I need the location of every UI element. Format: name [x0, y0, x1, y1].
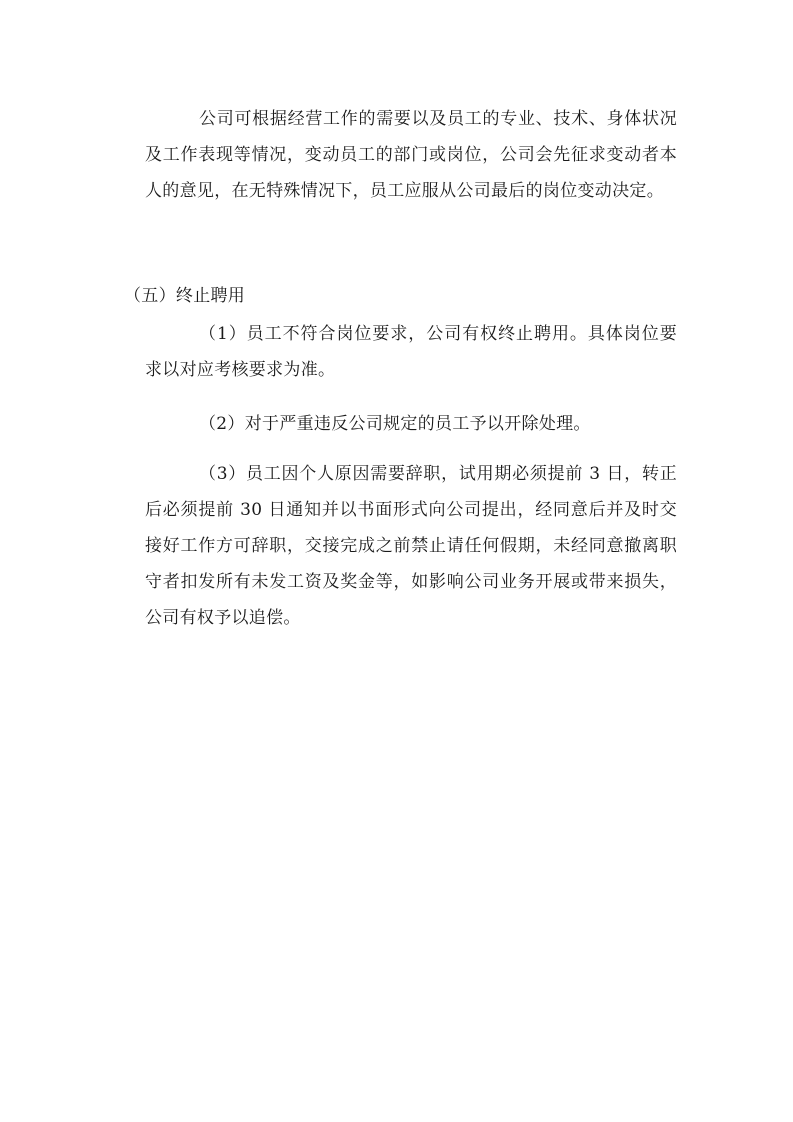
list-item-termination-3: （3）员工因个人原因需要辞职，试用期必须提前 3 日，转正后必须提前 30 日通知并以书面形式向公司提出，经同意后并及时交接好工作方可辞职，交接完成之前禁止请任何假期，未经同意撤离职守者扣发所有未发工资及奖金等，如影响公司业务开展或带来损失，公司有权予以追偿。	[145, 464, 677, 628]
section-heading-termination: （五）终止聘用	[124, 286, 246, 306]
paragraph-position-change: 公司可根据经营工作的需要以及员工的专业、技术、身体状况及工作表现等情况，变动员工的部门或岗位，公司会先征求变动者本人的意见，在无特殊情况下，员工应服从公司最后的岗位变动决定。	[145, 109, 677, 201]
list-item-termination-1: （1）员工不符合岗位要求，公司有权终止聘用。具体岗位要求以对应考核要求为准。	[145, 324, 677, 380]
list-item-termination-2: （2）对于严重违反公司规定的员工予以开除处理。	[199, 414, 591, 434]
